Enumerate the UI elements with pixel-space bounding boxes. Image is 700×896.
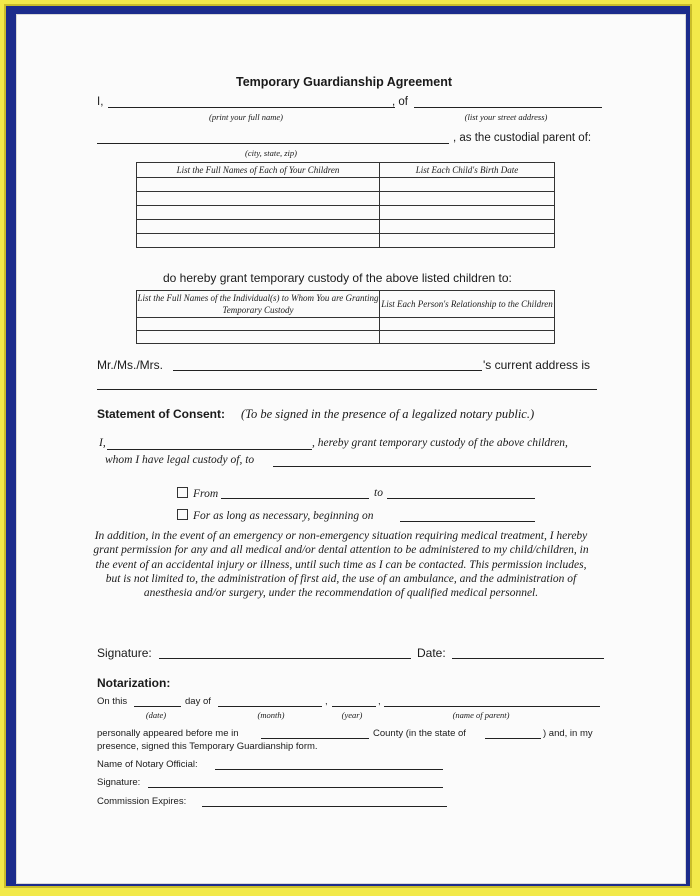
consent-parent-name-field[interactable] [107,449,312,450]
long-as-necessary-option[interactable] [177,509,373,522]
presence-text: presence, signed this Temporary Guardianship form. [97,741,318,752]
child-name-cell[interactable] [137,220,380,234]
notary-day-field[interactable] [134,706,181,707]
consent-note: (To be signed in the presence of a legalized notary public.) [241,407,535,421]
guardian-name-cell[interactable] [137,331,380,344]
caption-date: (date) [145,710,167,720]
guardian-relationship-cell[interactable] [380,318,555,331]
child-name-cell[interactable] [137,206,380,220]
county-field[interactable] [261,738,369,739]
children-table [136,162,555,248]
guardian-relationship-cell[interactable] [380,331,555,344]
to-label: to [374,487,383,499]
child-birthdate-cell[interactable] [380,192,555,206]
current-address-label: 's current address is [483,358,590,372]
consent-custody-text: whom I have legal custody of, to [105,454,255,466]
notary-signature-field[interactable] [148,787,443,788]
signature-label: Signature: [97,646,152,660]
city-state-zip-caption: (city, state, zip) [245,148,297,158]
child-name-cell[interactable] [137,234,380,248]
full-name-field[interactable] [108,107,395,108]
notary-signature-label: Signature: [97,777,141,788]
guardian-table [136,290,555,344]
consent-i-label: I, [99,437,106,449]
child-birthdate-cell[interactable] [380,220,555,234]
table-row [137,318,555,331]
child-birthdate-cell[interactable] [380,206,555,220]
notary-year-field[interactable] [332,706,376,707]
table-row [137,234,555,248]
street-address-field[interactable] [414,107,602,108]
consent-guardian-field[interactable] [273,466,591,467]
guardian-address-field[interactable] [97,389,597,390]
children-birthdate-header: List Each Child's Birth Date [380,163,555,178]
long-as-necessary-label: For as long as necessary, beginning on [193,510,374,522]
children-name-header: List the Full Names of Each of Your Children [137,163,380,178]
child-name-cell[interactable] [137,192,380,206]
long-as-necessary-checkbox[interactable] [177,509,188,520]
guardian-name-field[interactable] [173,370,482,371]
comma-separator: , [378,696,381,707]
to-date-field[interactable] [387,498,535,499]
date-label: Date: [417,646,446,660]
i-label: I, [97,96,104,108]
comma-separator: , [325,696,328,707]
child-birthdate-cell[interactable] [380,178,555,192]
honorific-label: Mr./Ms./Mrs. [97,358,163,372]
full-name-caption: (print your full name) [209,112,283,122]
table-row [137,192,555,206]
notarization-heading: Notarization: [97,676,171,690]
consent-heading: Statement of Consent: [97,407,226,421]
caption-parent-name: (name of parent) [452,710,510,720]
county-label: County (in the state of [373,728,466,739]
city-state-zip-field[interactable] [97,143,449,144]
guardian-name-header: List the Full Names of the Individual(s) to Whom You are Granting Temporary Custody [137,291,380,318]
commission-expiry-field[interactable] [202,806,447,807]
from-option[interactable] [177,487,218,500]
notary-month-field[interactable] [218,706,322,707]
state-field[interactable] [485,738,541,739]
guardian-name-cell[interactable] [137,318,380,331]
notary-name-label: Name of Notary Official: [97,759,198,770]
medical-consent-paragraph: In addition, in the event of an emergency or non-emergency situation requiring medical treatment, I hereby grant permission for any and all medical and/or dental attention to be administered to my child/children, in the event of an accidental injury or illness, until such time as I can be contacted. This permission includes, but is not limited to, the administration of first aid, the use of an ambulance, and the administration of anesthesia and/or surgery, under the recommendation of qualified medical personnel. [93,530,589,600]
consent-grant-text: , hereby grant temporary custody of the above children, [312,437,568,449]
notary-parent-name-field[interactable] [384,706,600,707]
custodial-parent-label: , as the custodial parent of: [453,132,592,144]
caption-year: (year) [341,710,363,720]
and-in-my-label: ) and, in my [543,728,593,739]
document-title: Temporary Guardianship Agreement [236,75,453,89]
parent-signature-field[interactable] [159,658,411,659]
child-name-cell[interactable] [137,178,380,192]
from-checkbox[interactable] [177,487,188,498]
on-this-label: On this [97,696,128,707]
street-address-caption: (list your street address) [464,112,548,122]
appeared-label: personally appeared before me in [97,728,239,739]
commission-label: Commission Expires: [97,796,187,807]
beginning-date-field[interactable] [400,521,535,522]
notary-name-field[interactable] [215,769,443,770]
table-row [137,178,555,192]
grant-custody-text: do hereby grant temporary custody of the above listed children to: [163,271,512,285]
from-date-field[interactable] [221,498,369,499]
of-label: , of [392,96,408,108]
table-row [137,220,555,234]
table-row [137,331,555,344]
day-of-label: day of [185,696,211,707]
caption-month: (month) [257,710,285,720]
guardian-relationship-header: List Each Person's Relationship to the Children [380,291,555,318]
document-page [16,14,686,884]
from-label: From [193,488,219,500]
table-row [137,206,555,220]
child-birthdate-cell[interactable] [380,234,555,248]
signature-date-field[interactable] [452,658,604,659]
